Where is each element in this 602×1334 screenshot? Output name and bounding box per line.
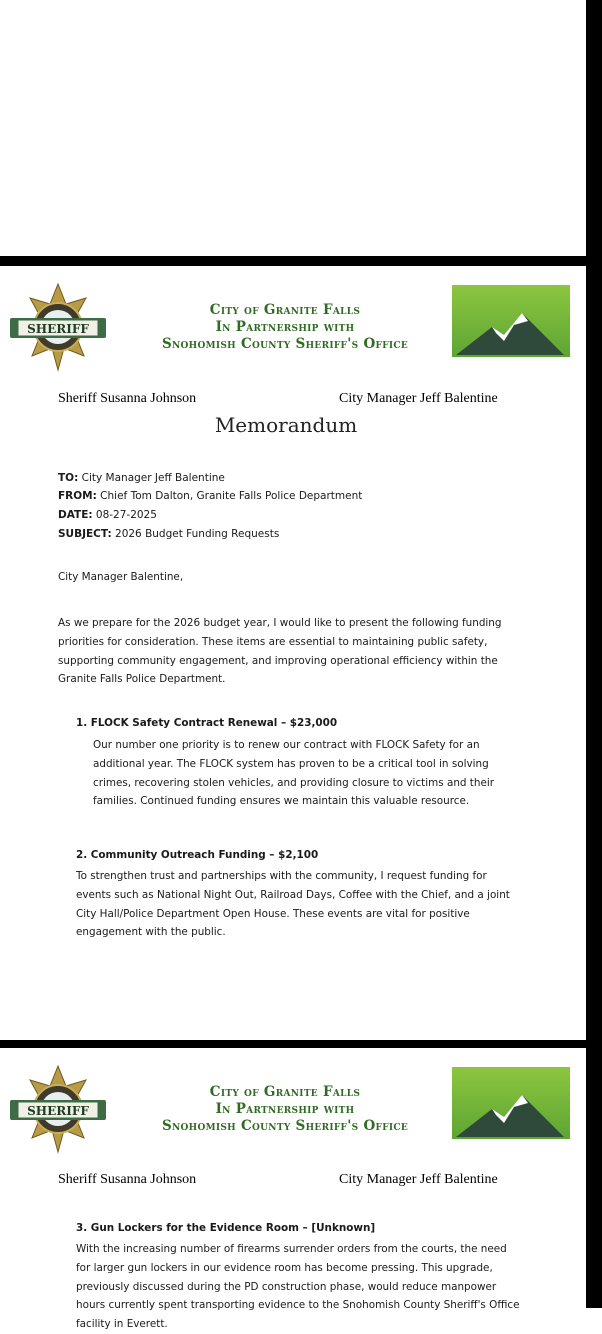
from-label: FROM: bbox=[58, 490, 97, 502]
item-1-heading: 1. FLOCK Safety Contract Renewal – $23,000 bbox=[76, 717, 338, 729]
date-value: 08-27-2025 bbox=[92, 509, 157, 521]
sheriff-badge-logo bbox=[6, 282, 110, 372]
from-value: Chief Tom Dalton, Granite Falls Police Department bbox=[96, 490, 363, 502]
document-page-1 bbox=[0, 266, 586, 1040]
mountain-logo bbox=[452, 285, 570, 357]
title-line-2: In Partnership with bbox=[215, 319, 355, 335]
page-divider-2 bbox=[0, 1040, 586, 1048]
salutation: City Manager Balentine, bbox=[58, 571, 184, 583]
sheriff-name: Sheriff Susanna Johnson bbox=[58, 391, 197, 406]
title-line-2: In Partnership with bbox=[215, 1101, 355, 1117]
date-line bbox=[58, 509, 157, 521]
subject-label: SUBJECT: bbox=[58, 528, 112, 540]
memo-title: Memorandum bbox=[214, 413, 358, 437]
subject-value: 2026 Budget Funding Requests bbox=[111, 528, 280, 540]
manager-name: City Manager Jeff Balentine bbox=[339, 1172, 498, 1187]
title-line-1: City of Granite Falls bbox=[209, 1084, 361, 1100]
subject-line bbox=[58, 528, 279, 540]
item-3-heading: 3. Gun Lockers for the Evidence Room – [Unknown] bbox=[76, 1222, 376, 1234]
item-1-body: Our number one priority is to renew our contract with FLOCK Safety for an additional year. The FLOCK system has proven to be a critical tool in solving crimes, recovering stolen vehicles, and providing closure to victims and their families. Continued funding ensures we maintain this valuable resource. bbox=[93, 739, 495, 808]
item-3-body: With the increasing number of firearms surrender orders from the courts, the need for larger gun lockers in our evidence room has become pressing. This upgrade, previously discussed during the PD construction phase, would reduce manpower hours currently spent transporting evidence to the Snohomish County Sheriff's Office facility in Everett. bbox=[76, 1243, 520, 1331]
item-2-body: To strengthen trust and partnerships with the community, I request funding for events such as National Night Out, Railroad Days, Coffee with the Chief, and a joint City Hall/Police Department Open House. These events are vital for positive engagement with the public. bbox=[76, 870, 510, 939]
item-2-heading: 2. Community Outreach Funding – $2,100 bbox=[76, 849, 319, 861]
page-divider bbox=[0, 256, 586, 266]
title-line-3: Snohomish County Sheriff's Office bbox=[161, 1118, 409, 1134]
to-label: TO: bbox=[58, 472, 79, 484]
sheriff-badge-logo bbox=[6, 1064, 110, 1154]
date-label: DATE: bbox=[58, 509, 93, 521]
sheriff-name: Sheriff Susanna Johnson bbox=[58, 1172, 197, 1187]
document-page-2 bbox=[0, 1048, 586, 1331]
intro-paragraph: As we prepare for the 2026 budget year, I would like to present the following funding priorities for consideration. These items are essential to maintaining public safety, supporting community engagement, and improving operational efficiency within the Granite Falls Police Department. bbox=[58, 617, 502, 686]
mountain-logo bbox=[452, 1067, 570, 1139]
badge-text: SHERIFF bbox=[27, 322, 89, 336]
right-edge-bar bbox=[586, 0, 602, 1308]
to-value: City Manager Jeff Balentine bbox=[78, 472, 225, 484]
to-line bbox=[58, 472, 225, 484]
from-line bbox=[58, 490, 362, 502]
manager-name: City Manager Jeff Balentine bbox=[339, 391, 498, 406]
title-line-3: Snohomish County Sheriff's Office bbox=[161, 336, 409, 352]
badge-text: SHERIFF bbox=[27, 1104, 89, 1118]
title-line-1: City of Granite Falls bbox=[209, 302, 361, 318]
